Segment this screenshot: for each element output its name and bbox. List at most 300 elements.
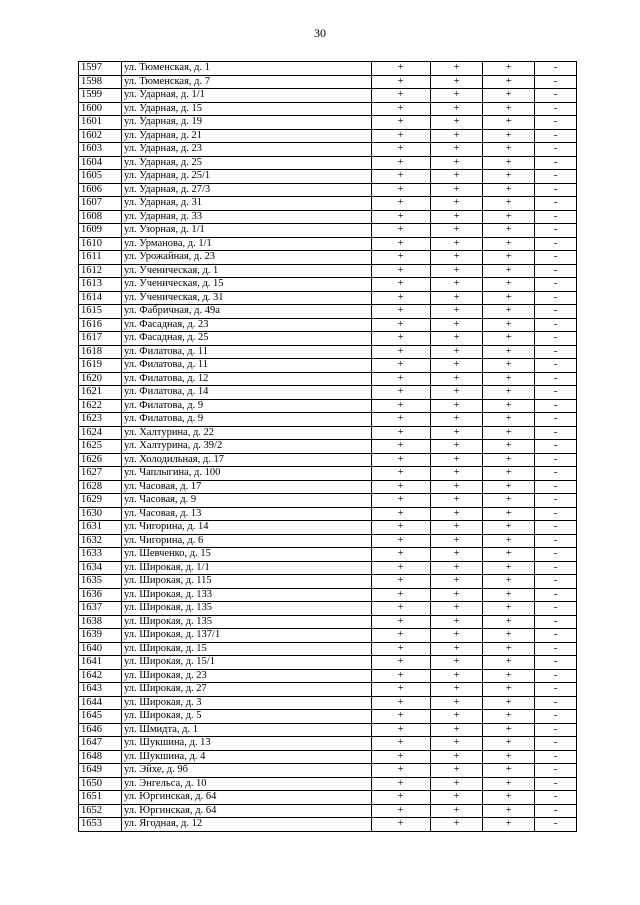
mark-cell-3: + xyxy=(483,629,535,643)
address-cell: ул. Ударная, д. 15 xyxy=(122,102,372,116)
row-number-cell: 1621 xyxy=(79,386,122,400)
mark-cell-1: + xyxy=(371,561,430,575)
mark-cell-1: + xyxy=(371,156,430,170)
mark-cell-4: - xyxy=(535,210,577,224)
address-cell: ул. Часовая, д. 17 xyxy=(122,480,372,494)
mark-cell-1: + xyxy=(371,305,430,319)
mark-cell-3: + xyxy=(483,791,535,805)
row-number-cell: 1616 xyxy=(79,318,122,332)
mark-cell-2: + xyxy=(430,548,483,562)
address-cell: ул. Широкая, д. 135 xyxy=(122,615,372,629)
row-number-cell: 1648 xyxy=(79,750,122,764)
address-cell: ул. Чигорина, д. 14 xyxy=(122,521,372,535)
page-number: 30 xyxy=(314,26,326,40)
table-row xyxy=(79,656,577,670)
mark-cell-2: + xyxy=(430,170,483,184)
mark-cell-1: + xyxy=(371,102,430,116)
row-number-cell: 1630 xyxy=(79,507,122,521)
address-cell: ул. Юргинская, д. 64 xyxy=(122,791,372,805)
row-number-cell: 1643 xyxy=(79,683,122,697)
row-number-cell: 1600 xyxy=(79,102,122,116)
mark-cell-3: + xyxy=(483,332,535,346)
address-cell: ул. Ударная, д. 23 xyxy=(122,143,372,157)
table-row xyxy=(79,548,577,562)
mark-cell-4: - xyxy=(535,224,577,238)
mark-cell-2: + xyxy=(430,588,483,602)
mark-cell-4: - xyxy=(535,494,577,508)
mark-cell-1: + xyxy=(371,116,430,130)
mark-cell-2: + xyxy=(430,116,483,130)
table-row xyxy=(79,480,577,494)
mark-cell-2: + xyxy=(430,507,483,521)
table-row xyxy=(79,156,577,170)
table-row xyxy=(79,332,577,346)
table-row xyxy=(79,426,577,440)
mark-cell-2: + xyxy=(430,750,483,764)
mark-cell-3: + xyxy=(483,521,535,535)
address-cell: ул. Ударная, д. 21 xyxy=(122,129,372,143)
mark-cell-4: - xyxy=(535,359,577,373)
mark-cell-1: + xyxy=(371,224,430,238)
table-row xyxy=(79,413,577,427)
mark-cell-1: + xyxy=(371,818,430,832)
mark-cell-1: + xyxy=(371,669,430,683)
mark-cell-4: - xyxy=(535,588,577,602)
mark-cell-2: + xyxy=(430,642,483,656)
address-cell: ул. Широкая, д. 137/1 xyxy=(122,629,372,643)
mark-cell-2: + xyxy=(430,291,483,305)
mark-cell-4: - xyxy=(535,291,577,305)
mark-cell-3: + xyxy=(483,804,535,818)
mark-cell-1: + xyxy=(371,75,430,89)
address-cell: ул. Широкая, д. 5 xyxy=(122,710,372,724)
table-row xyxy=(79,359,577,373)
mark-cell-2: + xyxy=(430,372,483,386)
mark-cell-4: - xyxy=(535,426,577,440)
address-table xyxy=(78,61,577,832)
address-cell: ул. Широкая, д. 23 xyxy=(122,669,372,683)
table-row xyxy=(79,669,577,683)
mark-cell-2: + xyxy=(430,129,483,143)
table-row xyxy=(79,75,577,89)
address-cell: ул. Часовая, д. 9 xyxy=(122,494,372,508)
table-row xyxy=(79,534,577,548)
address-cell: ул. Фабричная, д. 49а xyxy=(122,305,372,319)
row-number-cell: 1639 xyxy=(79,629,122,643)
mark-cell-4: - xyxy=(535,723,577,737)
table-row xyxy=(79,264,577,278)
mark-cell-1: + xyxy=(371,615,430,629)
mark-cell-4: - xyxy=(535,278,577,292)
row-number-cell: 1641 xyxy=(79,656,122,670)
mark-cell-4: - xyxy=(535,615,577,629)
mark-cell-4: - xyxy=(535,197,577,211)
address-cell: ул. Холодильная, д. 17 xyxy=(122,453,372,467)
mark-cell-3: + xyxy=(483,723,535,737)
table-row xyxy=(79,602,577,616)
mark-cell-2: + xyxy=(430,75,483,89)
mark-cell-3: + xyxy=(483,548,535,562)
mark-cell-1: + xyxy=(371,588,430,602)
table-row xyxy=(79,278,577,292)
address-cell: ул. Шукшина, д. 4 xyxy=(122,750,372,764)
row-number-cell: 1615 xyxy=(79,305,122,319)
table-row xyxy=(79,494,577,508)
row-number-cell: 1627 xyxy=(79,467,122,481)
row-number-cell: 1608 xyxy=(79,210,122,224)
row-number-cell: 1609 xyxy=(79,224,122,238)
row-number-cell: 1640 xyxy=(79,642,122,656)
address-cell: ул. Широкая, д. 3 xyxy=(122,696,372,710)
address-cell: ул. Урманова, д. 1/1 xyxy=(122,237,372,251)
row-number-cell: 1625 xyxy=(79,440,122,454)
mark-cell-3: + xyxy=(483,345,535,359)
mark-cell-1: + xyxy=(371,197,430,211)
mark-cell-2: + xyxy=(430,426,483,440)
mark-cell-2: + xyxy=(430,629,483,643)
mark-cell-2: + xyxy=(430,440,483,454)
table-row xyxy=(79,710,577,724)
mark-cell-3: + xyxy=(483,170,535,184)
address-cell: ул. Ученическая, д. 31 xyxy=(122,291,372,305)
address-cell: ул. Филатова, д. 14 xyxy=(122,386,372,400)
row-number-cell: 1637 xyxy=(79,602,122,616)
mark-cell-4: - xyxy=(535,386,577,400)
mark-cell-3: + xyxy=(483,480,535,494)
table-row xyxy=(79,804,577,818)
mark-cell-3: + xyxy=(483,251,535,265)
mark-cell-1: + xyxy=(371,332,430,346)
mark-cell-1: + xyxy=(371,291,430,305)
address-cell: ул. Широкая, д. 1/1 xyxy=(122,561,372,575)
row-number-cell: 1611 xyxy=(79,251,122,265)
row-number-cell: 1605 xyxy=(79,170,122,184)
address-cell: ул. Тюменская, д. 7 xyxy=(122,75,372,89)
address-cell: ул. Энгельса, д. 10 xyxy=(122,777,372,791)
mark-cell-1: + xyxy=(371,629,430,643)
row-number-cell: 1652 xyxy=(79,804,122,818)
mark-cell-4: - xyxy=(535,561,577,575)
mark-cell-1: + xyxy=(371,413,430,427)
mark-cell-1: + xyxy=(371,723,430,737)
mark-cell-1: + xyxy=(371,777,430,791)
mark-cell-3: + xyxy=(483,669,535,683)
mark-cell-3: + xyxy=(483,278,535,292)
mark-cell-3: + xyxy=(483,305,535,319)
address-cell: ул. Ударная, д. 19 xyxy=(122,116,372,130)
mark-cell-2: + xyxy=(430,494,483,508)
mark-cell-4: - xyxy=(535,629,577,643)
mark-cell-2: + xyxy=(430,521,483,535)
mark-cell-4: - xyxy=(535,129,577,143)
mark-cell-2: + xyxy=(430,210,483,224)
mark-cell-4: - xyxy=(535,737,577,751)
mark-cell-2: + xyxy=(430,453,483,467)
mark-cell-3: + xyxy=(483,210,535,224)
mark-cell-4: - xyxy=(535,345,577,359)
address-cell: ул. Урожайная, д. 23 xyxy=(122,251,372,265)
address-cell: ул. Широкая, д. 133 xyxy=(122,588,372,602)
mark-cell-2: + xyxy=(430,318,483,332)
mark-cell-1: + xyxy=(371,467,430,481)
mark-cell-3: + xyxy=(483,372,535,386)
mark-cell-2: + xyxy=(430,683,483,697)
mark-cell-4: - xyxy=(535,480,577,494)
mark-cell-3: + xyxy=(483,615,535,629)
row-number-cell: 1619 xyxy=(79,359,122,373)
table-row xyxy=(79,183,577,197)
table-row xyxy=(79,116,577,130)
table-row xyxy=(79,102,577,116)
mark-cell-3: + xyxy=(483,62,535,76)
mark-cell-4: - xyxy=(535,467,577,481)
address-cell: ул. Широкая, д. 15/1 xyxy=(122,656,372,670)
mark-cell-1: + xyxy=(371,764,430,778)
mark-cell-1: + xyxy=(371,129,430,143)
mark-cell-2: + xyxy=(430,102,483,116)
row-number-cell: 1650 xyxy=(79,777,122,791)
mark-cell-4: - xyxy=(535,75,577,89)
mark-cell-1: + xyxy=(371,791,430,805)
mark-cell-3: + xyxy=(483,413,535,427)
address-cell: ул. Шевченко, д. 15 xyxy=(122,548,372,562)
row-number-cell: 1651 xyxy=(79,791,122,805)
address-cell: ул. Широкая, д. 135 xyxy=(122,602,372,616)
address-cell: ул. Тюменская, д. 1 xyxy=(122,62,372,76)
address-cell: ул. Ученическая, д. 15 xyxy=(122,278,372,292)
table-row xyxy=(79,305,577,319)
table-row xyxy=(79,629,577,643)
mark-cell-3: + xyxy=(483,683,535,697)
mark-cell-2: + xyxy=(430,615,483,629)
mark-cell-1: + xyxy=(371,426,430,440)
address-cell: ул. Ягодная, д. 12 xyxy=(122,818,372,832)
mark-cell-4: - xyxy=(535,399,577,413)
mark-cell-4: - xyxy=(535,818,577,832)
table-row xyxy=(79,642,577,656)
mark-cell-2: + xyxy=(430,237,483,251)
row-number-cell: 1598 xyxy=(79,75,122,89)
table-row xyxy=(79,507,577,521)
mark-cell-4: - xyxy=(535,264,577,278)
table-row xyxy=(79,615,577,629)
mark-cell-1: + xyxy=(371,507,430,521)
mark-cell-2: + xyxy=(430,305,483,319)
mark-cell-3: + xyxy=(483,264,535,278)
table-row xyxy=(79,143,577,157)
mark-cell-3: + xyxy=(483,224,535,238)
mark-cell-2: + xyxy=(430,602,483,616)
mark-cell-4: - xyxy=(535,669,577,683)
mark-cell-3: + xyxy=(483,75,535,89)
row-number-cell: 1604 xyxy=(79,156,122,170)
mark-cell-3: + xyxy=(483,656,535,670)
row-number-cell: 1620 xyxy=(79,372,122,386)
mark-cell-1: + xyxy=(371,602,430,616)
mark-cell-2: + xyxy=(430,561,483,575)
mark-cell-1: + xyxy=(371,399,430,413)
table-row xyxy=(79,251,577,265)
row-number-cell: 1634 xyxy=(79,561,122,575)
mark-cell-3: + xyxy=(483,359,535,373)
mark-cell-4: - xyxy=(535,183,577,197)
mark-cell-4: - xyxy=(535,143,577,157)
mark-cell-1: + xyxy=(371,534,430,548)
mark-cell-1: + xyxy=(371,440,430,454)
mark-cell-4: - xyxy=(535,372,577,386)
address-cell: ул. Филатова, д. 11 xyxy=(122,345,372,359)
mark-cell-3: + xyxy=(483,183,535,197)
mark-cell-1: + xyxy=(371,737,430,751)
mark-cell-3: + xyxy=(483,588,535,602)
table-row xyxy=(79,440,577,454)
row-number-cell: 1631 xyxy=(79,521,122,535)
mark-cell-1: + xyxy=(371,143,430,157)
mark-cell-4: - xyxy=(535,170,577,184)
mark-cell-3: + xyxy=(483,426,535,440)
address-cell: ул. Эйхе, д. 9б xyxy=(122,764,372,778)
address-cell: ул. Чигорина, д. 6 xyxy=(122,534,372,548)
mark-cell-1: + xyxy=(371,494,430,508)
table-row xyxy=(79,737,577,751)
address-cell: ул. Филатова, д. 9 xyxy=(122,413,372,427)
mark-cell-3: + xyxy=(483,507,535,521)
mark-cell-3: + xyxy=(483,777,535,791)
table-row xyxy=(79,764,577,778)
mark-cell-1: + xyxy=(371,251,430,265)
mark-cell-4: - xyxy=(535,804,577,818)
row-number-cell: 1603 xyxy=(79,143,122,157)
mark-cell-1: + xyxy=(371,683,430,697)
mark-cell-3: + xyxy=(483,575,535,589)
mark-cell-4: - xyxy=(535,750,577,764)
mark-cell-2: + xyxy=(430,777,483,791)
address-cell: ул. Филатова, д. 9 xyxy=(122,399,372,413)
mark-cell-1: + xyxy=(371,345,430,359)
mark-cell-3: + xyxy=(483,156,535,170)
mark-cell-2: + xyxy=(430,251,483,265)
mark-cell-2: + xyxy=(430,62,483,76)
mark-cell-1: + xyxy=(371,183,430,197)
mark-cell-3: + xyxy=(483,764,535,778)
mark-cell-4: - xyxy=(535,440,577,454)
mark-cell-2: + xyxy=(430,534,483,548)
table-row xyxy=(79,467,577,481)
row-number-cell: 1642 xyxy=(79,669,122,683)
address-cell: ул. Юргинская, д. 64 xyxy=(122,804,372,818)
address-cell: ул. Шукшина, д. 13 xyxy=(122,737,372,751)
mark-cell-4: - xyxy=(535,777,577,791)
mark-cell-1: + xyxy=(371,710,430,724)
mark-cell-4: - xyxy=(535,683,577,697)
mark-cell-1: + xyxy=(371,804,430,818)
mark-cell-1: + xyxy=(371,656,430,670)
table-row xyxy=(79,237,577,251)
mark-cell-2: + xyxy=(430,143,483,157)
mark-cell-3: + xyxy=(483,116,535,130)
table-row xyxy=(79,345,577,359)
row-number-cell: 1624 xyxy=(79,426,122,440)
row-number-cell: 1645 xyxy=(79,710,122,724)
table-row xyxy=(79,291,577,305)
mark-cell-3: + xyxy=(483,237,535,251)
table-row xyxy=(79,575,577,589)
table-row xyxy=(79,750,577,764)
row-number-cell: 1632 xyxy=(79,534,122,548)
table-row xyxy=(79,89,577,103)
mark-cell-2: + xyxy=(430,278,483,292)
table-row xyxy=(79,318,577,332)
mark-cell-4: - xyxy=(535,89,577,103)
mark-cell-1: + xyxy=(371,750,430,764)
address-cell: ул. Фасадная, д. 25 xyxy=(122,332,372,346)
mark-cell-4: - xyxy=(535,696,577,710)
address-cell: ул. Узорная, д. 1/1 xyxy=(122,224,372,238)
mark-cell-1: + xyxy=(371,318,430,332)
mark-cell-4: - xyxy=(535,791,577,805)
table-row xyxy=(79,818,577,832)
table-row xyxy=(79,372,577,386)
mark-cell-4: - xyxy=(535,305,577,319)
address-cell: ул. Ударная, д. 33 xyxy=(122,210,372,224)
address-cell: ул. Чаплыгина, д. 100 xyxy=(122,467,372,481)
mark-cell-1: + xyxy=(371,278,430,292)
table-row xyxy=(79,170,577,184)
row-number-cell: 1612 xyxy=(79,264,122,278)
mark-cell-3: + xyxy=(483,440,535,454)
mark-cell-1: + xyxy=(371,62,430,76)
mark-cell-2: + xyxy=(430,345,483,359)
mark-cell-4: - xyxy=(535,413,577,427)
row-number-cell: 1597 xyxy=(79,62,122,76)
row-number-cell: 1629 xyxy=(79,494,122,508)
mark-cell-3: + xyxy=(483,534,535,548)
row-number-cell: 1628 xyxy=(79,480,122,494)
table-row xyxy=(79,521,577,535)
row-number-cell: 1599 xyxy=(79,89,122,103)
table-row xyxy=(79,129,577,143)
address-cell: ул. Широкая, д. 115 xyxy=(122,575,372,589)
mark-cell-3: + xyxy=(483,89,535,103)
row-number-cell: 1613 xyxy=(79,278,122,292)
mark-cell-2: + xyxy=(430,264,483,278)
mark-cell-4: - xyxy=(535,656,577,670)
mark-cell-2: + xyxy=(430,224,483,238)
row-number-cell: 1614 xyxy=(79,291,122,305)
mark-cell-4: - xyxy=(535,116,577,130)
mark-cell-1: + xyxy=(371,480,430,494)
row-number-cell: 1647 xyxy=(79,737,122,751)
mark-cell-1: + xyxy=(371,237,430,251)
table-row xyxy=(79,386,577,400)
mark-cell-1: + xyxy=(371,359,430,373)
mark-cell-3: + xyxy=(483,602,535,616)
mark-cell-3: + xyxy=(483,737,535,751)
mark-cell-2: + xyxy=(430,89,483,103)
mark-cell-4: - xyxy=(535,575,577,589)
mark-cell-2: + xyxy=(430,467,483,481)
address-cell: ул. Филатова, д. 12 xyxy=(122,372,372,386)
row-number-cell: 1638 xyxy=(79,615,122,629)
row-number-cell: 1653 xyxy=(79,818,122,832)
mark-cell-3: + xyxy=(483,710,535,724)
mark-cell-1: + xyxy=(371,89,430,103)
address-cell: ул. Халтурина, д. 22 xyxy=(122,426,372,440)
table-row xyxy=(79,588,577,602)
mark-cell-2: + xyxy=(430,359,483,373)
mark-cell-2: + xyxy=(430,723,483,737)
mark-cell-4: - xyxy=(535,102,577,116)
